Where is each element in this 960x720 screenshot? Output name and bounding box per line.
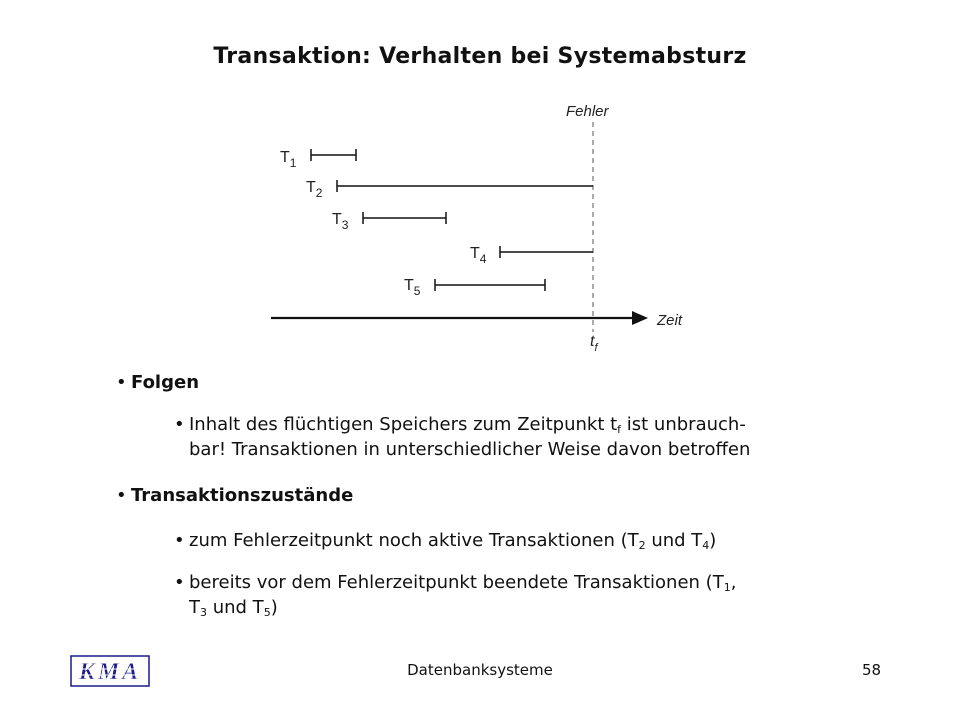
page-number: 58 — [862, 661, 882, 679]
bullet-active-transactions: • zum Fehlerzeitpunkt noch aktive Transaktionen ($T_2$ und $T_4$) — [174, 528, 889, 553]
fault-label: Fehler — [566, 103, 609, 120]
footer-course-title: Datenbanksysteme — [407, 661, 553, 679]
bullet-zustaende-heading: • Transaktionszustände — [131, 483, 353, 508]
transaction-label-3: $T_3$ — [332, 211, 349, 232]
svg-text:KMA: KMA — [78, 659, 142, 685]
transaction-label-2: $T_2$ — [306, 179, 323, 200]
transaction-label-5: $T_5$ — [404, 277, 421, 298]
failure-time-label: $t_f$ — [590, 333, 598, 354]
transaction-label-1: $T_1$ — [280, 149, 297, 170]
bullet-folgen-item: • Inhalt des flüchtigen Speichers zum Zeitpunkt $t_f$ ist unbrauch- bar! Transaktionen in unterschiedlicher Weise davon betroffen — [174, 412, 909, 462]
time-axis-label: Zeit — [657, 312, 683, 329]
slide-title: Transaktion: Verhalten bei Systemabsturz — [213, 44, 747, 69]
bullet-finished-transactions: • bereits vor dem Fehlerzeitpunkt beendete Transaktionen ($T_1$, $T_3$ und $T_5$) — [174, 570, 889, 620]
bullet-folgen-heading: • Folgen — [131, 370, 199, 395]
transaction-label-4: $T_4$ — [470, 245, 487, 266]
